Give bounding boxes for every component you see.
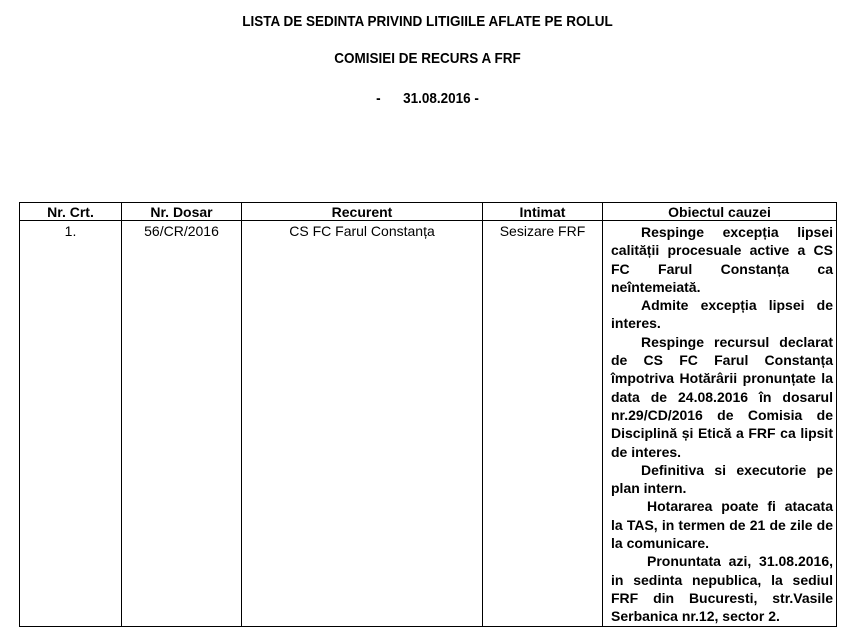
cell-recurent: CS FC Farul Constanța <box>242 221 483 627</box>
cases-table <box>19 202 837 627</box>
column-header-recurent: Recurent <box>242 203 483 221</box>
document-title-line-2: COMISIEI DE RECURS A FRF <box>334 50 521 67</box>
ruling-paragraph-1: Respinge excepția lipsei calității procesuale active a CS FC Farul Constanța ca neîntemeiată. <box>611 224 833 295</box>
column-header-intimat: Intimat <box>483 203 603 221</box>
table-header-row <box>20 203 837 221</box>
cell-nr-crt: 1. <box>20 221 122 627</box>
document-title-line-1: LISTA DE SEDINTA PRIVIND LITIGIILE AFLATE PE ROLUL <box>242 13 613 30</box>
ruling-paragraph-6: Pronuntata azi, 31.08.2016, in sedinta nepublica, la sediul FRF din Bucuresti, str.Vasile Serbanica nr.12, sector 2. <box>611 553 833 625</box>
ruling-paragraph-2: Admite excepția lipsei de interes. <box>611 297 833 332</box>
cell-intimat: Sesizare FRF <box>483 221 603 627</box>
document-date: - 31.08.2016 - <box>376 90 479 107</box>
column-header-obiectul-cauzei: Obiectul cauzei <box>603 203 837 221</box>
column-header-nr-dosar: Nr. Dosar <box>122 203 242 221</box>
column-header-nr-crt: Nr. Crt. <box>20 203 122 221</box>
ruling-paragraph-5: Hotararea poate fi atacata la TAS, in termen de 21 de zile de la comunicare. <box>611 498 833 552</box>
ruling-paragraph-3: Respinge recursul declarat de CS FC Farul Constanța împotriva Hotărârii pronunțate la data de 24.08.2016 în dosarul nr.29/CD/2016 de Comisia de Disciplină și Etică a FRF ca lipsit de interes. <box>611 333 833 460</box>
cell-nr-dosar: 56/CR/2016 <box>122 221 242 627</box>
table-row <box>20 221 837 627</box>
ruling-paragraph-4: Definitiva si executorie pe plan intern. <box>611 461 833 497</box>
cell-obiectul-cauzei <box>603 221 837 627</box>
